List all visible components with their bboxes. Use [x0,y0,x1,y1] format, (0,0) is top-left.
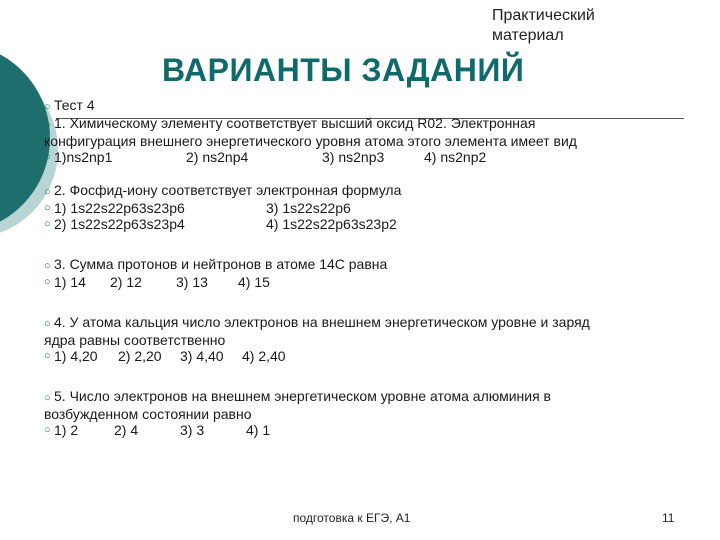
spacer [44,290,714,307]
q2-option-4: 4) 1s22s22p63s23p2 [266,216,397,232]
q5-text-line1: ○ 5. Число электронов на внешнем энергетическом уровне атома алюминия в [44,388,551,404]
spacer [44,165,714,182]
q4-text-line1: ○ 4. У атома кальция число электронов на внешнем энергетическом уровне и заряд [44,314,590,330]
q5-options [44,422,714,438]
q4-option-1: 1) 4,20 [54,348,98,364]
q5-option-4: 4) 1 [246,422,271,438]
q2-text: ○ 2. Фосфид-иону соответствует электронная формула [44,182,402,198]
bullet-icon: ○ [44,424,51,436]
bullet-icon: ○ [44,392,51,404]
q2-option-2: 2) 1s22s22p63s23p4 [54,216,185,232]
slide-title: ВАРИАНТЫ ЗАДАНИЙ [162,52,525,88]
q3-option-1: 1) 14 [54,274,86,290]
q4-option-4: 4) 2,40 [242,348,286,364]
spacer [44,381,714,388]
q5-option-2: 2) 4 [114,422,139,438]
q1-option-4: 4) ns2np2 [424,149,487,165]
q1-text-line1: ○ 1. Химическому элементу соответствует высший оксид R02. Электронная [44,115,536,131]
q4-option-2: 2) 2,20 [118,348,162,364]
q5-text-line2: возбужденном состоянии равно [44,406,252,422]
q1-options [44,149,714,165]
q1-option-2: 2) ns2np4 [186,149,249,165]
q4-options [44,348,714,364]
bullet-icon: ○ [44,350,51,362]
bullet-icon: ○ [44,318,51,330]
corner-title-line2: материал [492,27,564,44]
q3-options [44,274,714,290]
corner-title [492,6,595,46]
page-number: 11 [662,511,675,525]
q1-option-1: 1)ns2np1 [54,149,113,165]
slide-content [44,97,714,438]
q2-option-1: 1) 1s22s22p63s23p6 [54,200,185,216]
bullet-icon: ○ [44,218,51,230]
test-label-line [44,97,714,115]
q1-text-line2: конфигурация внешнего энергетического уровня атома этого элемента имеет вид [44,133,577,149]
bullet-icon: ○ [44,186,51,198]
bullet-icon: ○ [44,151,51,163]
q3-option-2: 2) 12 [110,274,142,290]
q3-option-4: 4) 15 [238,274,270,290]
bullet-icon: ○ [44,101,51,113]
test-label: Тест 4 [54,97,95,113]
spacer [44,249,714,256]
slide-footer: подготовка к ЕГЭ, А1 [293,511,411,525]
q1-option-3: 3) ns2np3 [322,149,385,165]
q4-option-3: 3) 4,40 [180,348,224,364]
bullet-icon: ○ [44,119,51,131]
q4-text-line2: ядра равны соответственно [44,332,226,348]
q2-options-row2 [44,216,714,232]
q2-option-3: 3) 1s22s22p6 [266,200,351,216]
q3-option-3: 3) 13 [176,274,208,290]
bullet-icon: ○ [44,260,51,272]
q2-options-row1 [44,200,714,216]
bullet-icon: ○ [44,202,51,214]
corner-title-line1: Практический [492,7,595,24]
q5-option-3: 3) 3 [180,422,205,438]
spacer [44,307,714,314]
q5-option-1: 1) 2 [54,422,79,438]
bullet-icon: ○ [44,276,51,288]
q3-text: ○ 3. Сумма протонов и нейтронов в атоме 14С равна [44,256,388,272]
spacer [44,364,714,381]
spacer [44,232,714,249]
